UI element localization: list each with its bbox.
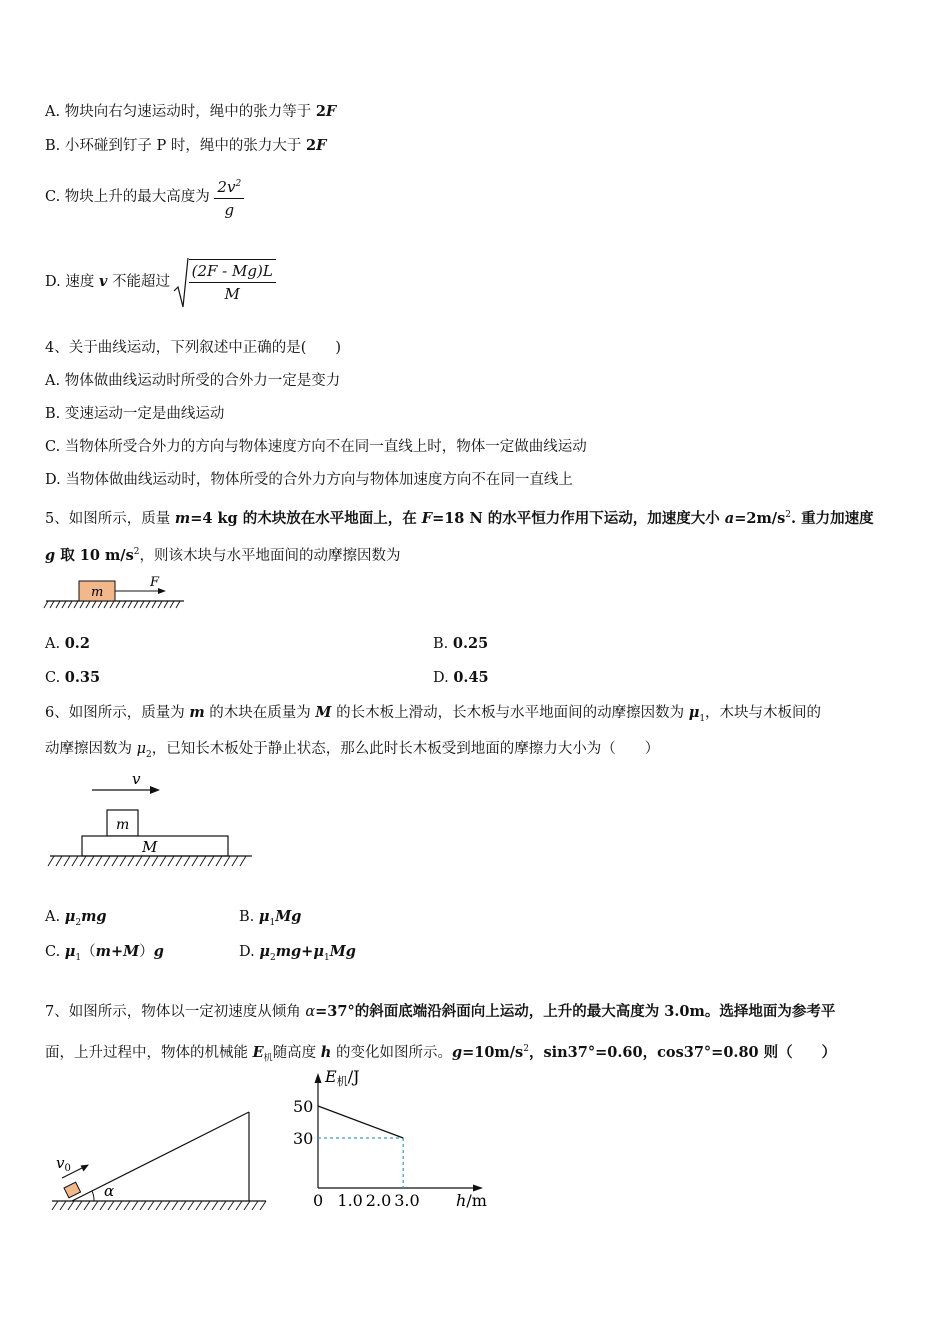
q3-option-c-sup: 2 [235, 179, 242, 189]
q5-option-b-letter: B. [433, 636, 453, 652]
q3-option-d-numerator: (2F - Mg)L [189, 260, 276, 283]
q5-option-a [45, 634, 90, 654]
q4-option-c: C. 当物体所受合外力的方向与物体速度方向不在同一直线上时，物体一定做曲线运动 [45, 439, 587, 455]
q7-text: 随高度 [272, 1044, 321, 1061]
q3-option-d-fraction [189, 259, 276, 305]
q3-option-a-text: A. 物块向右匀速运动时，绳中的张力等于 [45, 104, 316, 120]
angle-arc [92, 1191, 94, 1201]
q6-sub: 1 [269, 917, 276, 928]
q5-figure [44, 576, 189, 612]
q3-option-c [45, 172, 244, 222]
q6-mu: μ [688, 704, 700, 721]
v0-label-var: v [56, 1154, 65, 1172]
q3-option-b-num: 2 [305, 137, 317, 154]
y-tick-label: 50 [293, 1097, 314, 1116]
q6-mu: μ [136, 741, 147, 757]
q6-mu: μ [64, 908, 76, 925]
q6-var-m: m [189, 704, 205, 721]
q3-option-c-fraction [214, 173, 244, 221]
q6-mu: μ [259, 943, 270, 960]
incline-block [64, 1182, 81, 1198]
x-tick-label: 0 [313, 1191, 324, 1210]
y-axis-arrowhead-icon [315, 1073, 322, 1083]
q6-option-a-value: mg [81, 908, 107, 925]
q4-option-a: A. 物体做曲线运动时所受的合外力一定是变力 [45, 373, 341, 389]
q3-option-b-text: B. 小环碰到钉子 P 时，绳中的张力大于 [45, 138, 306, 154]
q5-option-a-letter: A. [45, 636, 65, 652]
q3-option-a-var: F [325, 103, 337, 120]
angle-label: α [104, 1182, 115, 1200]
q7-text: ，sin37°=0.60，cos37°=0.80 则（ ） [528, 1043, 837, 1061]
q6-sub: 2 [269, 952, 276, 963]
q5-text: . 重力加速度 [790, 509, 874, 527]
q5-option-d [433, 668, 489, 688]
q5-var-a: a [724, 509, 735, 527]
q6-stem-line1 [45, 703, 821, 729]
q5-option-c [45, 668, 100, 688]
x-tick-label: 1.0 [337, 1191, 363, 1210]
q6-mu: μ [313, 943, 324, 960]
q3-option-d-sqrt [175, 259, 276, 305]
q6-figure [48, 770, 258, 870]
q5-option-d-value: 0.45 [453, 669, 489, 686]
q5-stem-line2 [45, 542, 401, 566]
y-axis-label-unit: /J [347, 1067, 360, 1086]
energy-line [318, 1106, 403, 1138]
q5-text: =4 kg 的木块放在水平地面上，在 [190, 509, 422, 527]
q3-option-b-var: F [316, 137, 327, 154]
ground-hatch [44, 601, 180, 608]
q6-sub: 1 [699, 713, 706, 724]
x-tick-label: 2.0 [365, 1191, 392, 1210]
q6-option-b-value: Mg [275, 908, 302, 925]
q6-option-b-letter: B. [239, 909, 259, 925]
q7-sup: 2 [523, 1044, 529, 1054]
sqrt-sign-icon [173, 257, 189, 309]
q5-option-c-letter: C. [45, 670, 65, 686]
q7-text: 面，上升过程中，物体的机械能 [45, 1044, 253, 1061]
q7-text: 7、如图所示，物体以一定初速度从倾角 [45, 1004, 306, 1020]
q5-text: 5、如图所示，质量 [45, 510, 175, 527]
q6-text: 的木块在质量为 [204, 705, 316, 721]
q6-sub: 2 [75, 917, 82, 928]
q5-text: 取 10 m/s [55, 546, 134, 564]
q7-stem-line1 [45, 1002, 835, 1022]
q7-var-g: g [451, 1043, 463, 1061]
velocity-label: v [132, 770, 141, 788]
q7-var-e: E [252, 1043, 264, 1061]
q3-option-d [45, 254, 276, 310]
q3-option-a-num: 2 [315, 103, 326, 120]
q7-var-h: h [320, 1043, 332, 1061]
q6-text: 的长木板上滑动，长木板与水平地面间的动摩擦因数为 [331, 705, 689, 721]
q5-sup: 2 [785, 510, 791, 520]
q6-sub: 2 [146, 749, 152, 760]
incline-surface [72, 1112, 249, 1201]
q3-option-d-denominator: M [224, 285, 240, 303]
chart-ticks [293, 1097, 420, 1210]
q7-energy-chart [285, 1068, 515, 1218]
x-axis-label [456, 1191, 487, 1210]
q3-option-d-var: v [98, 273, 108, 290]
q7-stem-line2 [45, 1039, 836, 1069]
q6-option-d [239, 942, 356, 968]
q5-var-m: m [174, 509, 191, 527]
q7-text: =37°的斜面底端沿斜面向上运动，上升的最大高度为 3.0m。选择地面为参考平 [315, 1003, 836, 1020]
q5-stem-line1 [45, 505, 874, 529]
q7-text: =10m/s [462, 1043, 524, 1061]
ground-hatch [52, 1201, 266, 1210]
q3-option-a [45, 102, 336, 122]
q6-option-c-letter: C. [45, 944, 65, 960]
q6-option-c-value: m+M [95, 943, 140, 960]
x-tick-label: 3.0 [394, 1191, 420, 1210]
q6-var-M: M [315, 704, 332, 721]
v0-label-sub: 0 [64, 1163, 71, 1174]
q5-text: =18 N 的水平恒力作用下运动，加速度大小 [432, 509, 725, 527]
q6-option-c-g: g [153, 943, 164, 960]
v0-arrowhead-icon [81, 1165, 90, 1172]
q4-stem: 4、关于曲线运动，下列叙述中正确的是( ) [45, 340, 342, 356]
force-label: F [150, 575, 160, 590]
q6-option-d-value1: mg+ [275, 943, 314, 960]
q7-text: 的变化如图所示。 [331, 1044, 452, 1061]
q7-incline-figure [50, 1108, 275, 1218]
block-m-label: m [91, 585, 104, 600]
q5-text: ，则该木块与水平地面间的动摩擦因数为 [139, 547, 401, 564]
q5-option-c-value: 0.35 [64, 669, 101, 686]
v0-label [56, 1154, 71, 1174]
y-tick-label: 30 [293, 1129, 314, 1148]
velocity-arrowhead-icon [150, 786, 160, 794]
force-arrowhead-icon [158, 588, 166, 594]
y-axis-label-sub: 机 [336, 1075, 348, 1088]
x-axis-label-unit: /m [466, 1191, 487, 1210]
q6-option-c [45, 942, 164, 968]
q6-option-b [239, 907, 301, 933]
q6-option-a [45, 907, 107, 933]
q3-option-c-denominator: g [224, 201, 235, 219]
board-M-label: M [142, 838, 158, 856]
ground-hatch [48, 856, 246, 866]
q6-text: 6、如图所示，质量为 [45, 705, 190, 721]
q6-stem-line2 [45, 739, 659, 765]
q6-sub: 1 [323, 952, 330, 963]
q5-option-d-letter: D. [433, 670, 454, 686]
q3-option-c-text: C. 物块上升的最大高度为 [45, 189, 210, 205]
q3-option-b [45, 136, 326, 156]
q3-option-d-text: D. 速度 [45, 274, 99, 290]
q6-mu: μ [258, 908, 270, 925]
q6-option-c-paren: （ [81, 944, 96, 960]
q6-text: ，木块与木板间的 [705, 705, 822, 721]
q5-option-b-value: 0.25 [452, 635, 489, 652]
q6-sub: 1 [75, 952, 82, 963]
q6-option-d-letter: D. [239, 944, 260, 960]
q3-option-d-mid: 不能超过 [107, 274, 170, 290]
q5-text: =2m/s [734, 509, 786, 527]
q7-sub: 机 [263, 1053, 273, 1064]
block-m-label: m [116, 817, 130, 833]
q6-option-d-value2: Mg [329, 943, 356, 960]
q3-option-c-numerator: 2v [217, 178, 236, 196]
y-axis-label [324, 1067, 360, 1088]
q5-var-g: g [45, 546, 56, 564]
q5-option-a-value: 0.2 [64, 635, 90, 652]
q6-text: ，已知长木板处于静止状态，那么此时长木板受到地面的摩擦力大小为（ ） [151, 741, 660, 757]
x-axis-label-var: h [456, 1191, 467, 1210]
q6-option-a-letter: A. [45, 909, 65, 925]
y-axis-label-var: E [325, 1067, 337, 1086]
q6-mu: μ [64, 943, 76, 960]
q5-option-b [433, 634, 488, 654]
q7-alpha: α [305, 1004, 316, 1020]
q4-option-b: B. 变速运动一定是曲线运动 [45, 406, 225, 422]
q6-option-c-paren: ） [139, 944, 154, 960]
q6-text: 动摩擦因数为 [45, 741, 137, 757]
q5-sup: 2 [133, 547, 140, 557]
q5-var-f: F [421, 509, 433, 527]
q4-option-d: D. 当物体做曲线运动时，物体所受的合外力方向与物体加速度方向不在同一直线上 [45, 472, 573, 488]
